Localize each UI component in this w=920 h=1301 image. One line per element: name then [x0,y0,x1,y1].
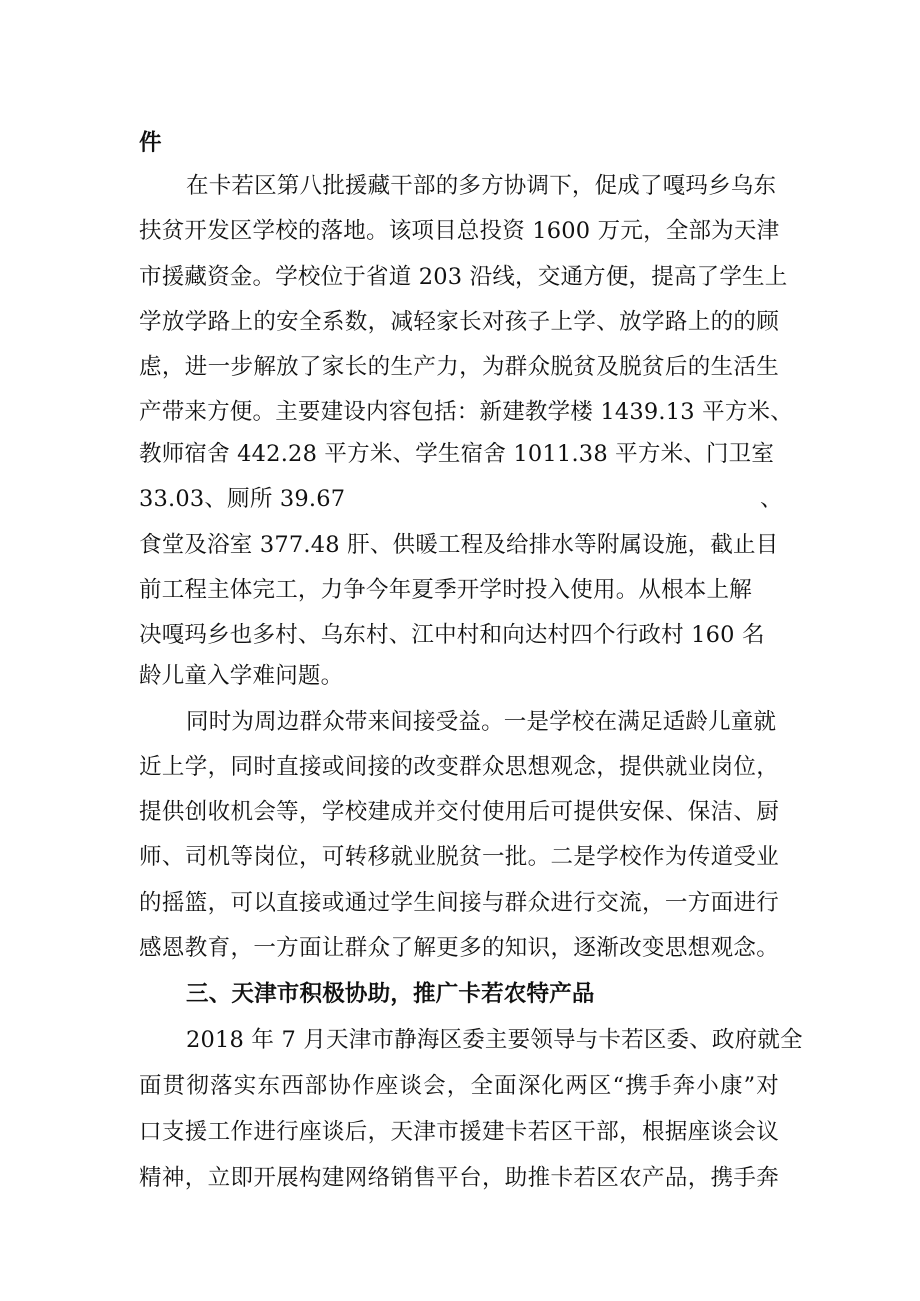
paragraph-line: 师、司机等岗位，可转移就业脱贫一批。二是学校作为传道受业 [139,844,779,870]
paragraph-line: 学放学路上的安全系数，减轻家长对孩子上学、放学路上的的顾 [139,309,779,335]
paragraph-line: 产带来方便。主要建设内容包括：新建教学楼 1439.13 平方米、 [139,399,793,425]
paragraph-line: 决嘎玛乡也多村、乌东村、江中村和向达村四个行政村 160 名 [139,622,765,648]
paragraph-line: 教师宿舍 442.28 平方米、学生宿舍 1011.38 平方米、门卫室 [139,441,775,467]
paragraph-line: 提供创收机会等，学校建成并交付使用后可提供安保、保洁、厨 [139,799,779,825]
heading-fragment: 件 [139,130,162,156]
paragraph-line: 龄儿童入学难问题。 [139,663,344,689]
paragraph-line: 在卡若区第八批援藏干部的多方协调下，促成了嘎玛乡乌东 [186,173,777,199]
paragraph-line: 扶贫开发区学校的落地。该项目总投资 1600 万元，全部为天津 [139,218,780,244]
paragraph-line: 近上学，同时直接或间接的改变群众思想观念，提供就业岗位， [139,754,779,780]
paragraph-line: 面贯彻落实东西部协作座谈会，全面深化两区“携手奔小康”对 [139,1073,779,1099]
section-heading: 三、天津市积极协助，推广卡若农特产品 [186,981,595,1007]
paragraph-line: 前工程主体完工，力争今年夏季开学时投入使用。从根本上解 [139,577,752,603]
paragraph-line: 33.03、厕所 39.67 [139,486,346,512]
paragraph-line: 虑，进一步解放了家长的生产力，为群众脱贫及脱贫后的生活生 [139,354,779,380]
paragraph-line: 精神，立即开展构建网络销售平台，助推卡若区农产品，携手奔 [139,1165,779,1191]
paragraph-line: 2018 年 7 月天津市静海区委主要领导与卡若区委、政府就全 [186,1027,803,1053]
paragraph-line: 的摇篮，可以直接或通过学生间接与群众进行交流，一方面进行 [139,890,779,916]
paragraph-line: 食堂及浴室 377.48 肝、供暖工程及给排水等附属设施，截止目 [139,532,779,558]
paragraph-line: 口支援工作进行座谈后，天津市援建卡若区干部，根据座谈会议 [139,1119,779,1145]
paragraph-line: 感恩教育，一方面让群众了解更多的知识，逐渐改变思想观念。 [139,935,779,961]
stray-punctuation: 、 [760,486,783,512]
paragraph-line: 市援藏资金。学校位于省道 203 沿线，交通方便，提高了学生上 [139,264,788,290]
paragraph-line: 同时为周边群众带来间接受益。一是学校在满足适龄儿童就 [186,709,777,735]
